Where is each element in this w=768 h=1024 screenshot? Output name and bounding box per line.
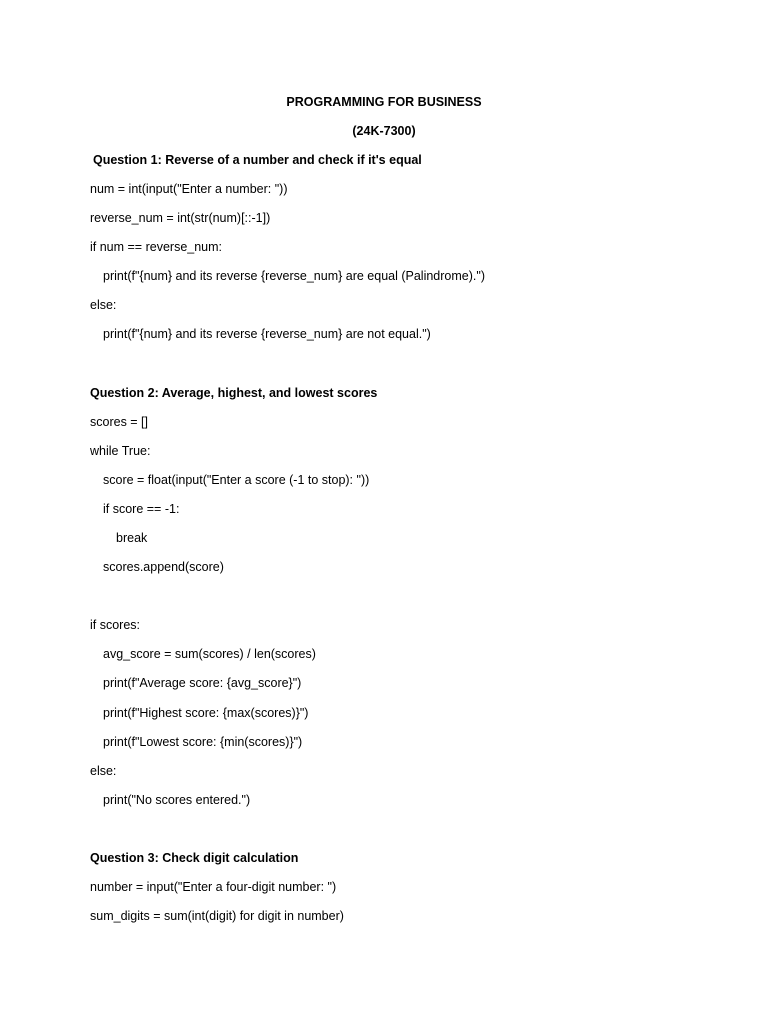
code-line: break — [116, 531, 148, 545]
code-line: score = float(input("Enter a score (-1 to stop): ")) — [103, 473, 370, 487]
code-line: print(f"{num} and its reverse {reverse_num} are equal (Palindrome).") — [103, 269, 485, 283]
code-line: print(f"{num} and its reverse {reverse_num} are not equal.") — [103, 327, 431, 341]
code-line: print(f"Highest score: {max(scores)}") — [103, 706, 309, 720]
code-line: print(f"Average score: {avg_score}") — [103, 676, 302, 690]
code-line: num = int(input("Enter a number: ")) — [90, 182, 288, 196]
code-line: avg_score = sum(scores) / len(scores) — [103, 647, 316, 661]
student-id: (24K-7300) — [352, 124, 416, 138]
code-line: number = input("Enter a four-digit number: ") — [90, 880, 337, 894]
code-line: sum_digits = sum(int(digit) for digit in number) — [90, 909, 344, 923]
code-line: reverse_num = int(str(num)[::-1]) — [90, 211, 271, 225]
document-title: PROGRAMMING FOR BUSINESS — [286, 95, 482, 109]
code-line: else: — [90, 298, 117, 312]
question-2-heading: Question 2: Average, highest, and lowest scores — [90, 386, 378, 400]
question-3-heading: Question 3: Check digit calculation — [90, 851, 299, 865]
question-1-heading: Question 1: Reverse of a number and check if it's equal — [93, 153, 422, 167]
code-line: scores = [] — [90, 415, 149, 429]
code-line: print(f"Lowest score: {min(scores)}") — [103, 735, 303, 749]
code-line: if score == -1: — [103, 502, 180, 516]
code-line: print("No scores entered.") — [103, 793, 251, 807]
code-line: else: — [90, 764, 117, 778]
code-line: scores.append(score) — [103, 560, 224, 574]
code-line: while True: — [90, 444, 151, 458]
code-line: if num == reverse_num: — [90, 240, 223, 254]
code-line: if scores: — [90, 618, 141, 632]
